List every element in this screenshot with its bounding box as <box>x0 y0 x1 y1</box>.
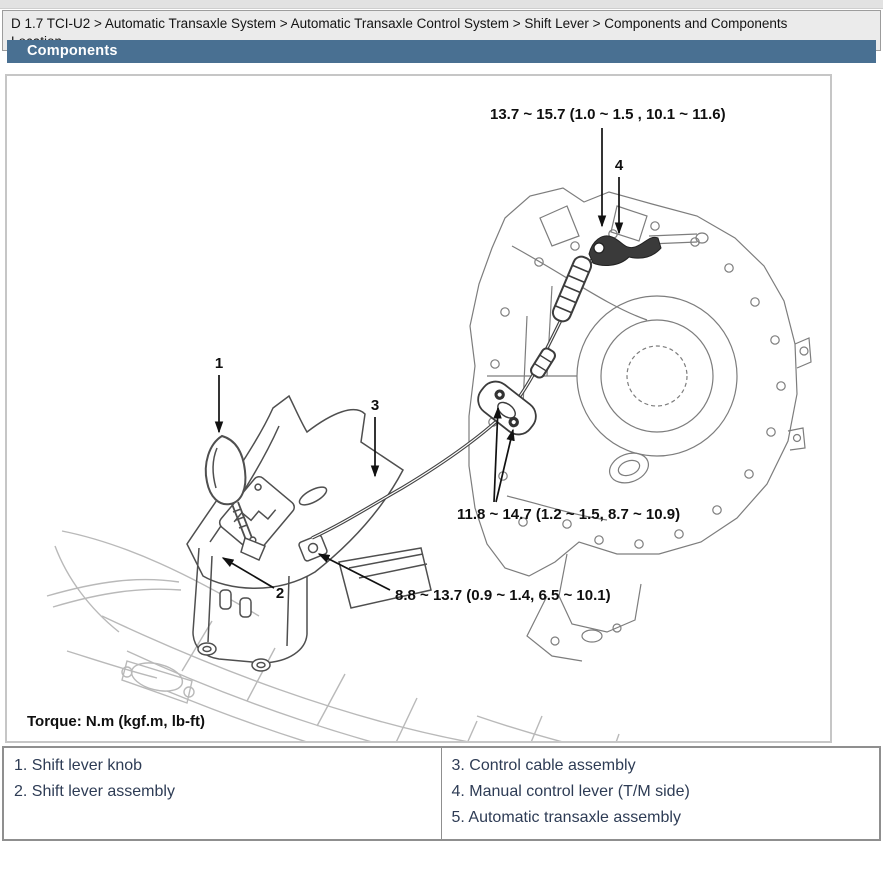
torque-annotation-top: 13.7 ~ 15.7 (1.0 ~ 1.5 , 10.1 ~ 11.6) <box>490 106 726 123</box>
shift-lever-assembly-line-art <box>187 396 431 671</box>
callout-1-shift-lever-knob: 1 <box>214 355 224 372</box>
breadcrumb-line-1: D 1.7 TCI-U2 > Automatic Transaxle System > Automatic Transaxle Control System > Shift Lever > Components and Components <box>11 16 788 31</box>
components-diagram <box>7 76 830 741</box>
section-header-components: Components <box>7 40 876 63</box>
legend-item-5: 5. Automatic transaxle assembly <box>451 809 681 826</box>
transaxle-bolts <box>489 222 785 548</box>
manual-control-lever <box>589 236 661 266</box>
torque-units-note: Torque: N.m (kgf.m, lb-ft) <box>27 713 206 730</box>
callout-4-manual-control-lever: 4 <box>614 157 624 174</box>
legend-item-1: 1. Shift lever knob <box>14 757 143 774</box>
parts-legend-table <box>2 746 881 841</box>
callout-3-control-cable: 3 <box>370 397 380 414</box>
cable-ferrule <box>529 347 557 380</box>
cable-boot <box>550 254 593 324</box>
callout-2-shift-lever-assembly: 2 <box>275 585 285 602</box>
legend-item-3: 3. Control cable assembly <box>451 757 636 774</box>
legend-item-4: 4. Manual control lever (T/M side) <box>451 783 690 800</box>
components-diagram-panel <box>5 74 832 743</box>
legend-right-column <box>442 748 880 839</box>
legend-left-column <box>4 748 442 839</box>
window-top-strip <box>0 0 883 9</box>
torque-annotation-middle: 11.8 ~ 14.7 (1.2 ~ 1.5, 8.7 ~ 10.9) <box>457 506 681 523</box>
legend-item-2: 2. Shift lever assembly <box>14 783 175 800</box>
torque-annotation-bottom: 8.8 ~ 13.7 (0.9 ~ 1.4, 6.5 ~ 10.1) <box>395 587 611 604</box>
cable-mount-plate <box>472 376 542 441</box>
